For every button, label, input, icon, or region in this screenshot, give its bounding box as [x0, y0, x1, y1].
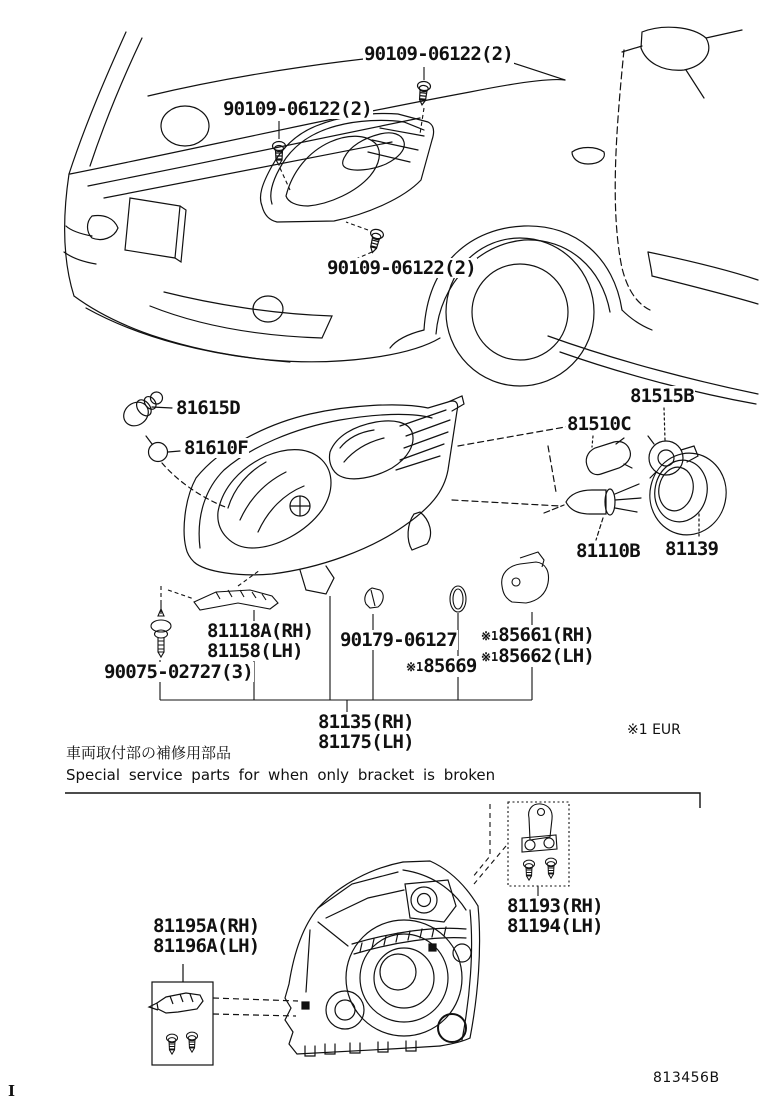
- part-label-repair-bracket-upper: [506, 896, 604, 936]
- note-ref-mark: ※1: [406, 660, 424, 674]
- note-ref-mark: ※1: [481, 629, 499, 643]
- headlamp-rear-drawing: [285, 861, 480, 1056]
- part-label-bracket-seal-lh: 81158(LH): [207, 640, 303, 662]
- part-label-bulb-clearance: 81615D: [176, 397, 240, 419]
- part-label-motor-rh: 85661(RH): [498, 624, 595, 646]
- special-section-lines: [65, 793, 700, 808]
- region-note: ※1 EUR: [627, 722, 681, 738]
- part-label-repair-bracket-upper-lh: 81194(LH): [507, 915, 603, 937]
- part-label-repair-bracket-lower: [152, 916, 260, 956]
- part-label-screw-top: 90109-06122(2): [364, 43, 513, 65]
- special-note-english: Special service parts for when only bracket is broken: [66, 766, 496, 784]
- repair-bracket-upper-drawing: [472, 802, 569, 898]
- part-label-motor-lh: 85662(LH): [498, 645, 595, 667]
- special-note-japanese: 車両取付部の補修用部品: [66, 744, 232, 762]
- part-label-screw-bracket: 90075-02727(3): [104, 661, 253, 683]
- part-label-screw-lower: 90109-06122(2): [327, 257, 476, 279]
- note-ref-mark: ※1: [481, 650, 499, 664]
- drawing-code: 813456B: [653, 1070, 720, 1086]
- part-label-repair-bracket-upper-rh: 81193(RH): [507, 895, 603, 917]
- part-label-bulb-turn-signal: 81510C: [567, 413, 631, 435]
- part-label-bulb-headlamp: 81110B: [576, 540, 640, 562]
- part-label-headlamp-unit: [317, 712, 415, 752]
- part-label-headlamp-unit-rh: 81135(RH): [318, 711, 414, 733]
- part-label-socket-turn-signal: 81515B: [630, 385, 694, 407]
- part-label-repair-bracket-lower-rh: 81195A(RH): [153, 915, 260, 937]
- page-marker: I: [8, 1082, 16, 1100]
- part-label-headlamp-unit-lh: 81175(LH): [318, 731, 414, 753]
- part-label-cushion: 90179-06127: [340, 629, 458, 651]
- repair-bracket-lower-drawing: [149, 964, 298, 1065]
- part-label-repair-bracket-lower-lh: 81196A(LH): [153, 935, 260, 957]
- part-label-cover-headlamp: 81139: [665, 538, 719, 560]
- headlamp-screws-drawing: [273, 67, 431, 259]
- part-label-socket-clearance: 81610F: [184, 437, 248, 459]
- part-label-bracket-seal-rh: 81118A(RH): [207, 620, 314, 642]
- part-label-screw-left: 90109-06122(2): [223, 98, 372, 120]
- car-front-drawing: [64, 27, 758, 407]
- part-label-gasket-number: 85669: [423, 655, 477, 677]
- part-label-gasket: [405, 656, 477, 677]
- part-label-leveling-motor: [480, 625, 595, 667]
- part-label-bracket-seal: [206, 621, 314, 661]
